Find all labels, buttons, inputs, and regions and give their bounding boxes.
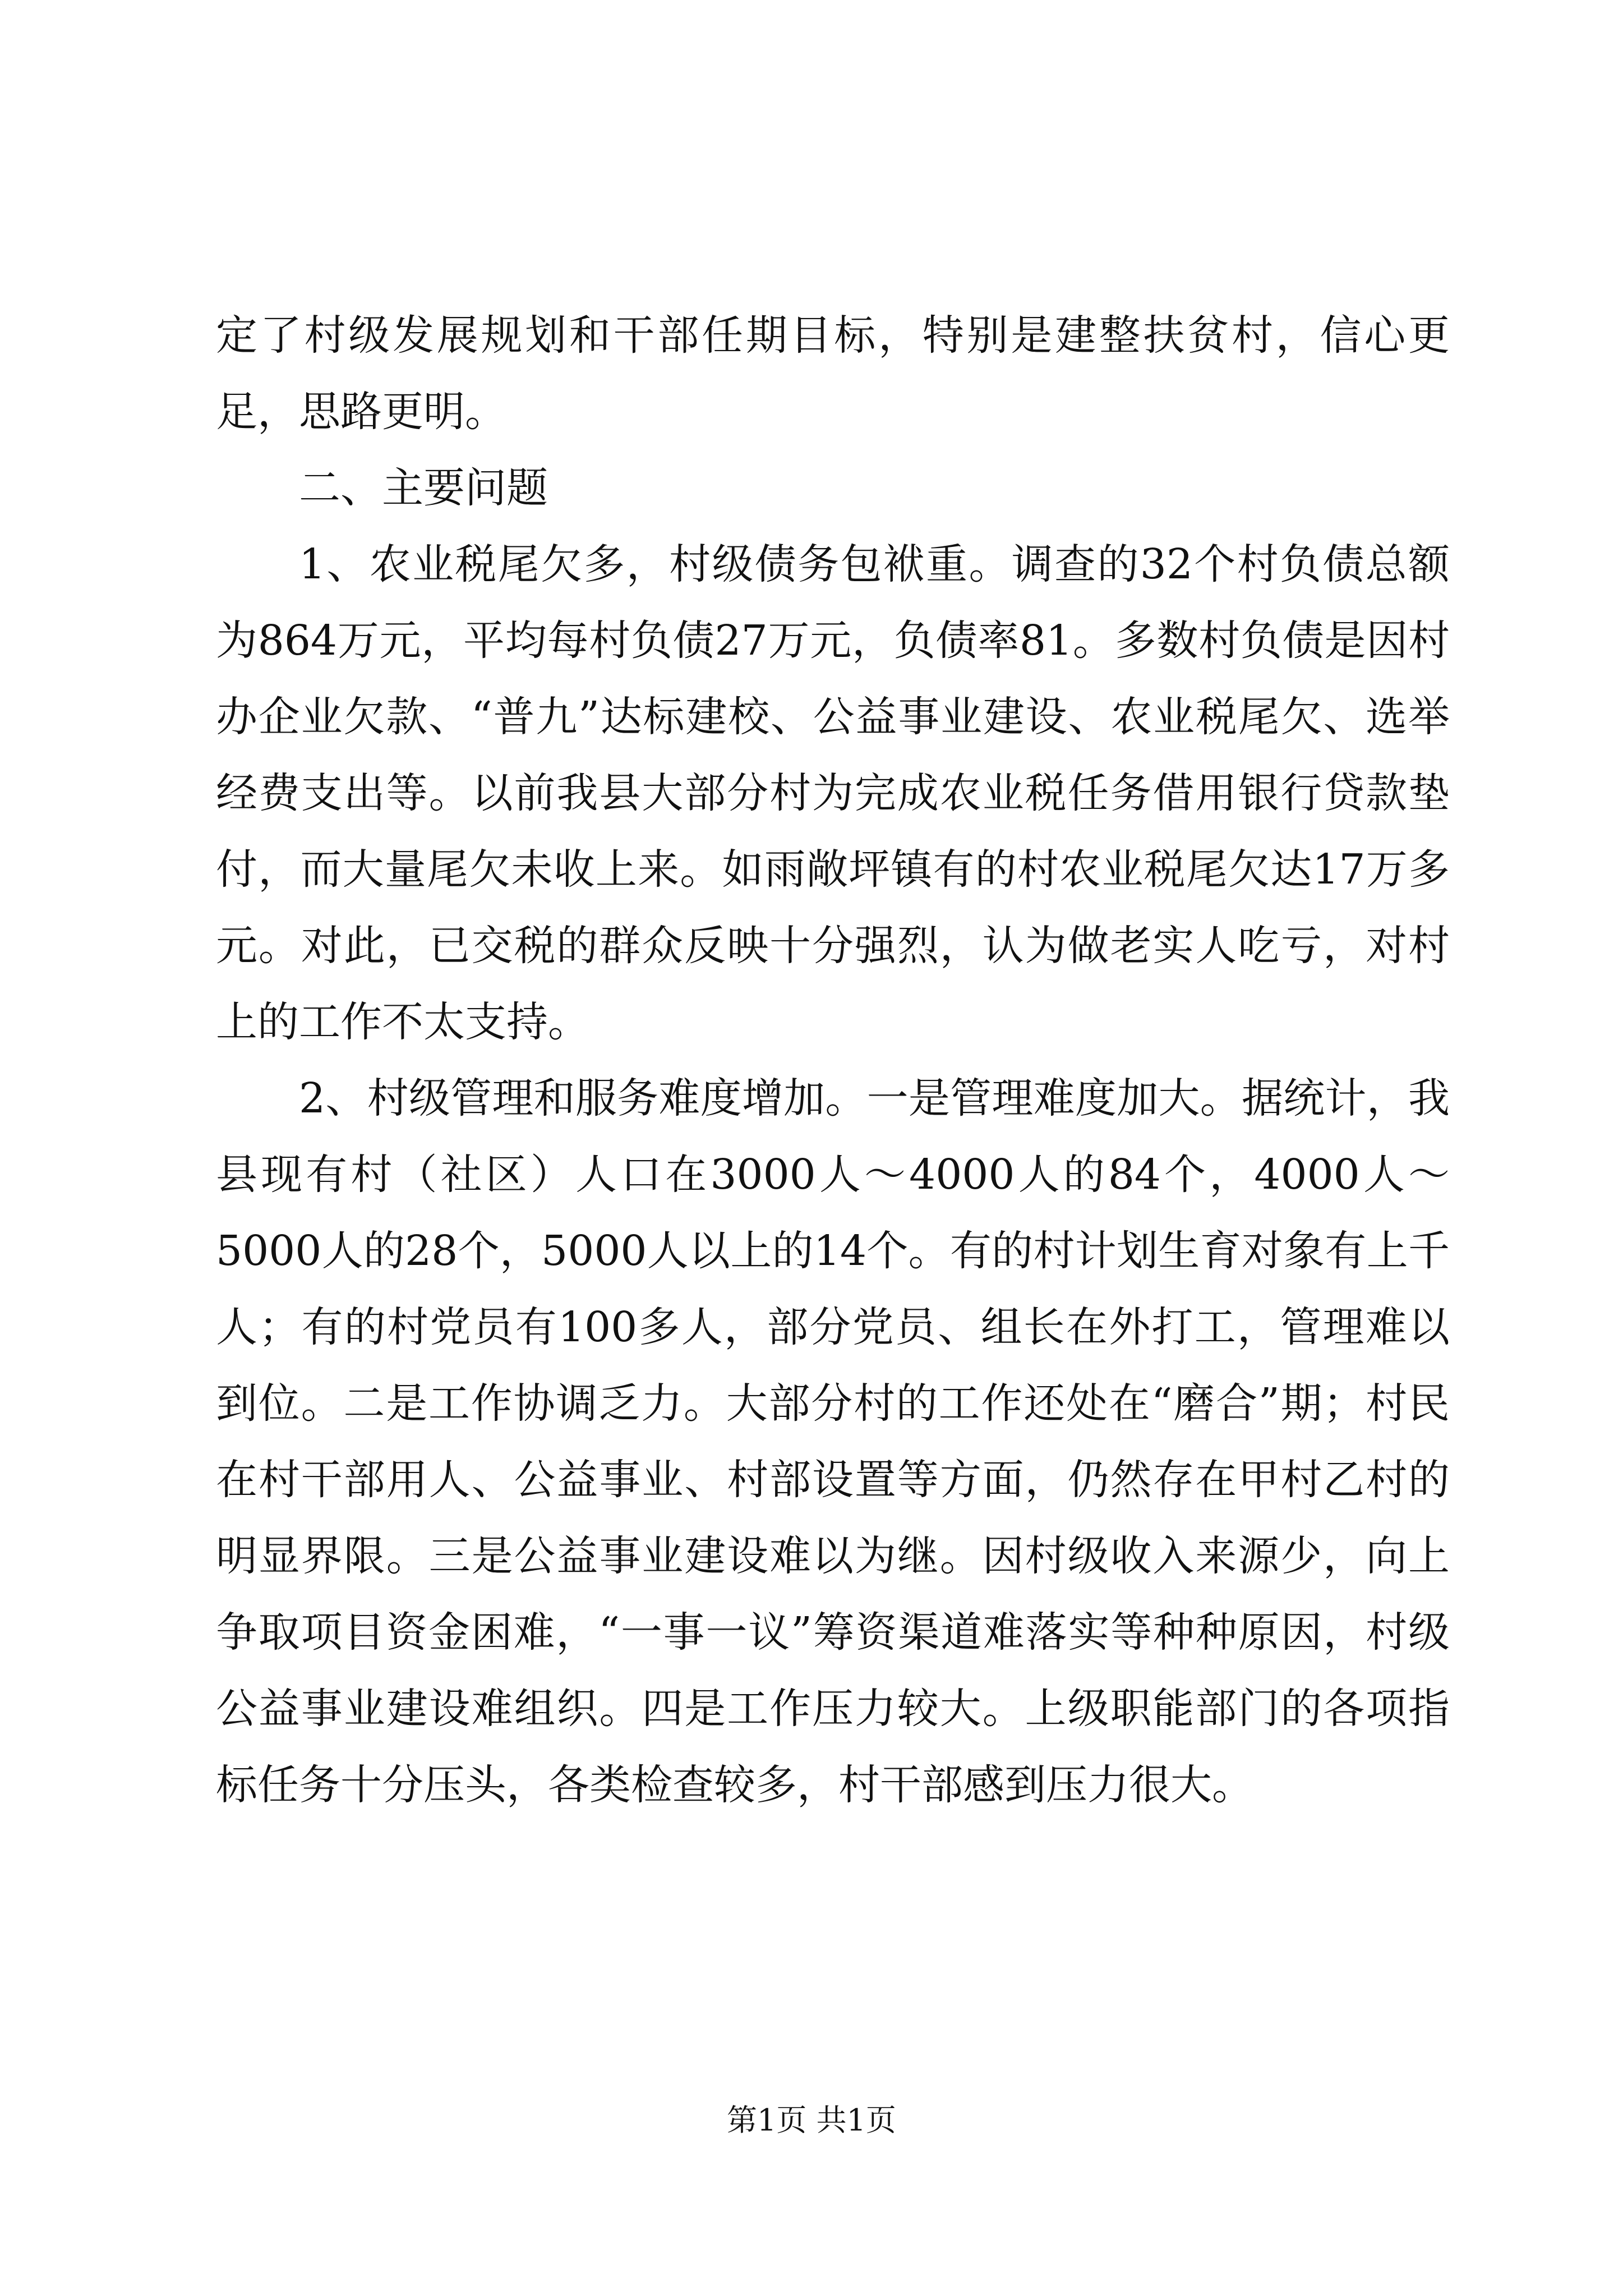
paragraph-continuation: 定了村级发展规划和干部任期目标，特别是建整扶贫村，信心更足，思路更明。	[216, 311, 1450, 436]
section-heading: 二、主要问题	[299, 464, 548, 512]
paragraph-management: 2、村级管理和服务难度增加。一是管理难度加大。据统计，我县现有村（社区）人口在3000人～4000人的84个，4000人～5000人的28个，5000人以上的14个。有的村计划生育对象有上千人；有的村党员有100多人，部分党员、组长在外打工，管理难以到位。二是工作协调乏力。大部分村的工作还处在“磨合”期；村民在村干部用人、公益事业、村部设置等方面，仍然存在甲村乙村的明显界限。三是公益事业建设难以为继。因村级收入来源少，向上争取项目资金困难，“一事一议”筹资渠道难落实等种种原因，村级公益事业建设难组织。四是工作压力较大。上级职能部门的各项指标任务十分压头，各类检查较多，村干部感到压力很大。	[216, 1074, 1450, 1809]
paragraph-debt: 1、农业税尾欠多，村级债务包袱重。调查的32个村负债总额为864万元，平均每村负债27万元，负债率81。多数村负债是因村办企业欠款、“普九”达标建校、公益事业建设、农业税尾欠、选举经费支出等。以前我县大部分村为完成农业税任务借用银行贷款垫付，而大量尾欠未收上来。如雨敞坪镇有的村农业税尾欠达17万多元。对此，已交税的群众反映十分强烈，认为做老实人吃亏，对村上的工作不太支持。	[216, 540, 1450, 1046]
page-footer: 第1页 共1页	[727, 2102, 896, 2138]
document-body	[216, 297, 1450, 1823]
